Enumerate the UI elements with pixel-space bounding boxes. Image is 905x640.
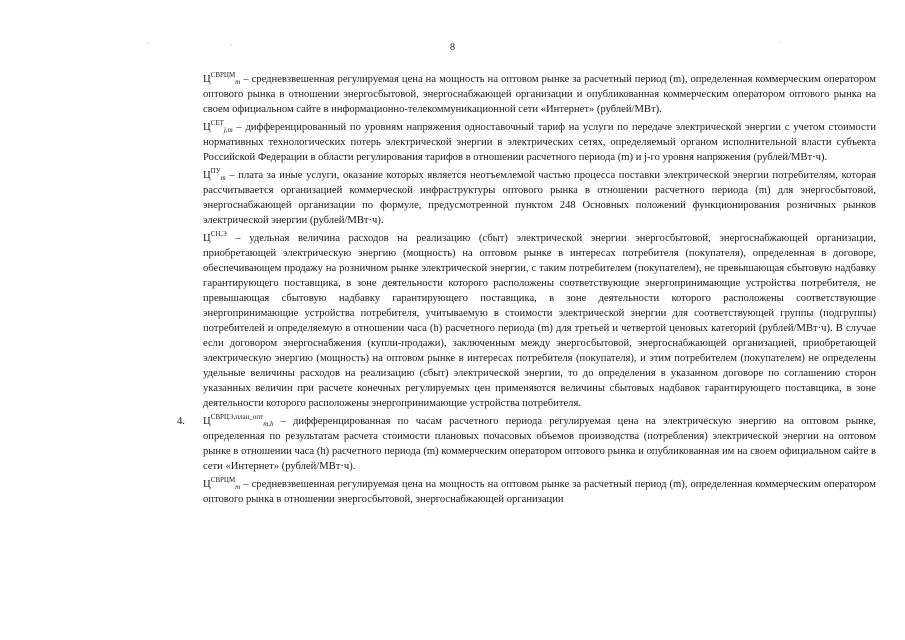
item-number: 4. xyxy=(177,416,185,427)
formula-symbol: $Ц^{СН,Э}$ xyxy=(203,230,227,244)
numbered-paragraph xyxy=(177,413,876,474)
definition-paragraph xyxy=(203,477,876,507)
definition-text: – дифференцированный по уровням напряжения одноставочный тариф на услуги по передаче электрической энергии с учетом стоимости нормативных технологических потерь электрической энергии в электрических сетях, определяемый органом исполнительной власти субъекта Российской Федерации в области регулирования тарифов в отношении расчетного периода (m) и j-го уровня напряжения (рублей/МВт·ч). xyxy=(203,122,876,163)
definition-paragraph xyxy=(203,120,876,165)
document-body xyxy=(177,71,876,510)
definition-paragraph xyxy=(203,231,876,411)
page-number: 8 xyxy=(450,42,455,53)
definition-text: – удельная величина расходов на реализацию (сбыт) электрической энергии энергосбытовой, энергоснабжающей организации, приобретающей электрическую энергию (мощность) на оптовом рынке в интересах потребителя (покупателя), определенная в договоре, обеспечивающем продажу на розничном рынке электрической энергии, с таким потребителем (покупателем), не превышающая сбытовую надбавку гарантирующего поставщика, в зоне деятельности которого расположены соответствующие энергопринимающие устройства потребителя, не превышающая сбытовую надбавку гарантирующего поставщика, в зоне деятельности которого расположены соответствующие энергопринимающие устройства потребителя, учитываемую в стоимости электрической энергии для соответствующей группы (подгруппы) потребителей и определяемую в отношении часа (h) расчетного периода (m) для третьей и четвертой ценовых категорий (рублей/МВт·ч). В случае если договором энергоснабжения (купли-продажи), заключенным между энергосбытовой, энергоснабжающей организацией, приобретающей электрическую энергию (мощность) на оптовом рынке в интересах потребителя (покупателя), и этим потребителем (покупателем) не определены удельные величины расходов на реализацию (сбыт) электрической энергии, то до определения в указанном договоре по соглашению сторон указанных величин при расчете конечных регулируемых цен применяются величины сбытовых надбавок гарантирующего поставщика, в зоне деятельности которого расположены энергопринимающие устройства потребителя. xyxy=(203,233,876,409)
definition-text: – дифференцированная по часам расчетного периода регулируемая цена на электрическую энергию на оптовом рынке, определенная по результатам расчета стоимости плановых почасовых объемов производства (потребления) электрической энергии на оптовом рынке в отношении часа (h) расчетного периода (m) коммерческим оператором оптового рынка и опубликованная им на своем официальном сайте в сети «Интернет» (рублей/МВт·ч). xyxy=(203,416,876,472)
definition-paragraph xyxy=(203,168,876,228)
definition-text: – плата за иные услуги, оказание которых является неотъемлемой частью процесса поставки электрической энергии потребителям, которая рассчитывается организацией коммерческой инфраструктуры оптового рынка в отношении расчетного периода (m) для энергосбытовой, энергоснабжающей организации по формуле, предусмотренной пунктом 248 Основных положений функционирования розничных рынков электрической энергии (рублей/МВт·ч). xyxy=(203,170,876,226)
definition-text: – средневзвешенная регулируемая цена на мощность на оптовом рынке за расчетный период (m), определенная коммерческим оператором оптового рынка в отношении энергосбытовой, энергоснабжающей организации xyxy=(203,479,876,505)
formula-symbol: $Ц^{СВРЦМ}_m$ xyxy=(203,476,241,491)
formula-symbol: $Ц^{ПУ}_m$ xyxy=(203,167,226,182)
definition-paragraph xyxy=(203,72,876,117)
formula-symbol: $Ц^{СВРЦМ}_m$ xyxy=(203,71,241,86)
definition-text: – средневзвешенная регулируемая цена на мощность на оптовом рынке за расчетный период (m), определенная коммерческим оператором оптового рынка в отношении энергосбытовой, энергоснабжающей организации и опубликованная коммерческим оператором оптового рынка на своем официальном сайте в информационно-телекоммуникационной сети «Интернет» (рублей/МВт). xyxy=(203,74,876,115)
formula-symbol: $Ц^{СЕТ}_{j,m}$ xyxy=(203,119,233,134)
formula-symbol: $Ц^{СВРЦЭ,план\_опт}_{m,h}$ xyxy=(203,413,274,428)
